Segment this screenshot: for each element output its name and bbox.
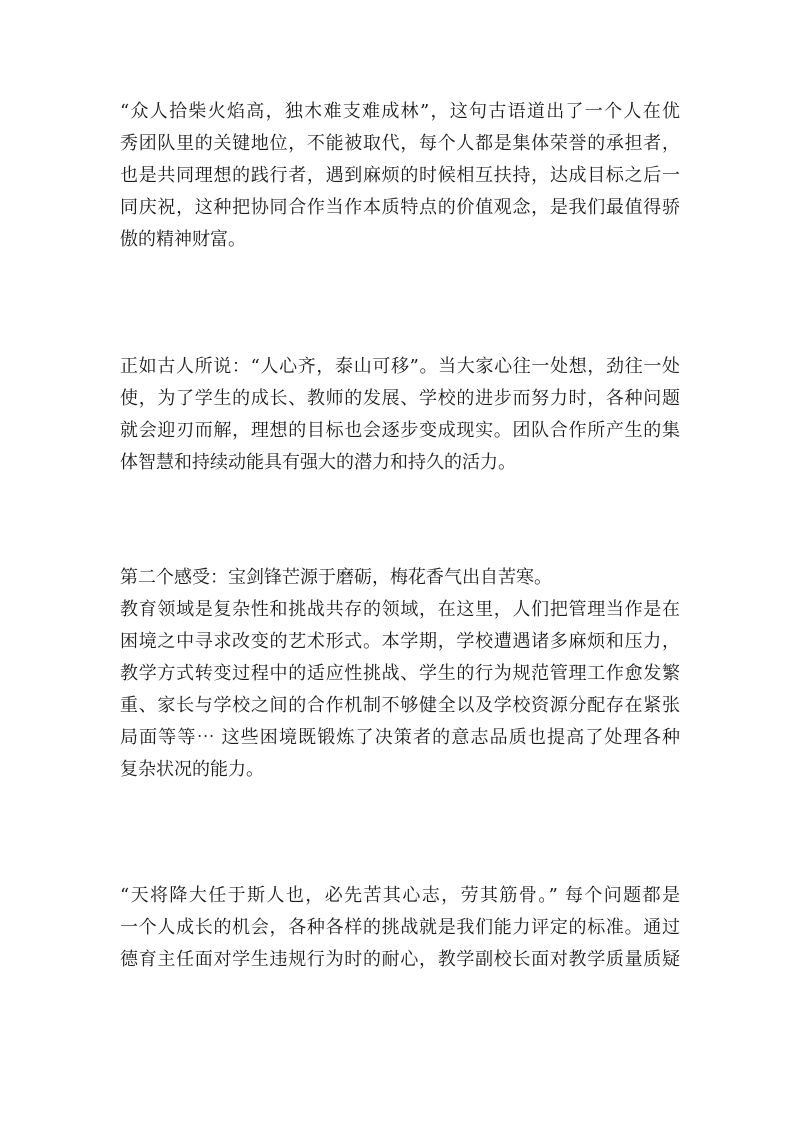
paragraph-hardship-quote (120, 880, 680, 976)
text-line: 一个人成长的机会，各种各样的挑战就是我们能力评定的标准。通过 (120, 917, 680, 938)
text-line: 教育领域是复杂性和挑战共存的领域，在这里，人们把管理当作是在 (120, 599, 680, 620)
text-line: 就会迎刃而解，理想的目标也会逐步变成现实。团队合作所产生的集 (120, 420, 680, 441)
text-line: 德育主任面对学生违规行为时的耐心，教学副校长面对教学质量质疑 (120, 949, 680, 970)
text-line: 秀团队里的关键地位，不能被取代，每个人都是集体荣誉的承担者， (120, 133, 680, 154)
paragraph-second-feeling (120, 562, 680, 786)
paragraph-unity-quote (120, 351, 680, 479)
section-heading: 第二个感受：宝剑锋芒源于磨砺，梅花香气出自苦寒。 (120, 567, 552, 588)
paragraph-teamwork-proverb (120, 96, 680, 256)
text-line: 也是共同理想的践行者，遇到麻烦的时候相互扶持，达成目标之后一 (120, 165, 680, 186)
text-line: 同庆祝，这种把协同合作当作本质特点的价值观念，是我们最值得骄 (120, 197, 680, 218)
text-line: 重、家长与学校之间的合作机制不够健全以及学校资源分配存在紧张 (120, 695, 680, 716)
text-line: 体智慧和持续动能具有强大的潜力和持久的活力。 (120, 452, 516, 473)
text-line: “众人拾柴火焰高，独木难支难成林”，这句古语道出了一个人在优 (120, 101, 680, 122)
text-line: “天将降大任于斯人也，必先苦其心志，劳其筋骨。” 每个问题都是 (120, 885, 680, 906)
text-line: 使，为了学生的成长、教师的发展、学校的进步而努力时，各种问题 (120, 388, 680, 409)
text-line: 傲的精神财富。 (120, 229, 246, 250)
text-line: 教学方式转变过程中的适应性挑战、学生的行为规范管理工作愈发繁 (120, 663, 680, 684)
text-line: 复杂状况的能力。 (120, 759, 264, 780)
text-line: 正如古人所说：“人心齐，泰山可移”。当大家心往一处想，劲往一处 (120, 356, 680, 377)
text-line: 困境之中寻求改变的艺术形式。本学期，学校遭遇诸多麻烦和压力， (120, 631, 680, 652)
text-line: 局面等等⋯ 这些困境既锻炼了决策者的意志品质也提高了处理各种 (120, 727, 680, 748)
